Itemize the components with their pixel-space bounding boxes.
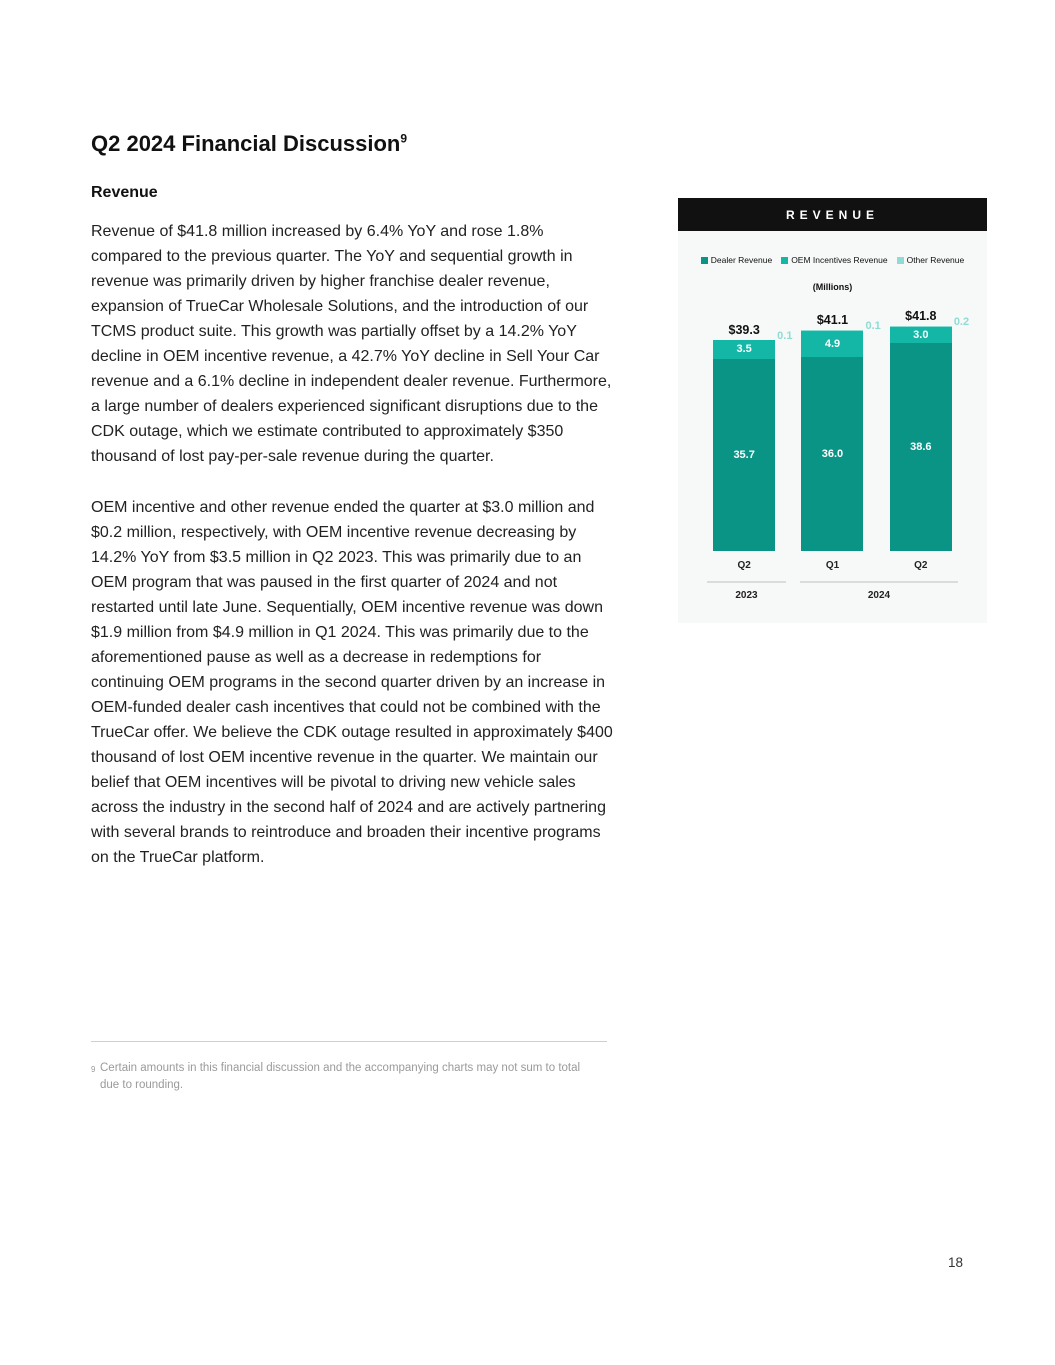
- legend-swatch: [897, 257, 904, 264]
- footnote-marker: 9: [91, 1065, 96, 1074]
- legend-label: Other Revenue: [906, 255, 965, 265]
- bar-total-label: $39.3: [728, 322, 760, 337]
- bar-group-1: [700, 304, 793, 551]
- legend-label: OEM Incentives Revenue: [791, 255, 888, 265]
- year-group-label: 2024: [800, 581, 958, 601]
- footnote: [91, 1060, 600, 1094]
- page-title-text: Q2 2024 Financial Discussion: [91, 131, 401, 156]
- page-title: [91, 131, 615, 157]
- bar-segment-value: 35.7: [733, 448, 755, 461]
- bar-segment-value: 4.9: [824, 338, 841, 350]
- bar-segment-value: 3.5: [736, 343, 752, 356]
- bar-group-3: [877, 304, 970, 551]
- page-number: 18: [948, 1255, 964, 1270]
- bar-segment-value: 36.0: [821, 448, 844, 461]
- bar-segment-value: 38.6: [910, 441, 932, 454]
- bar-segment-dealer-revenue: [890, 343, 952, 551]
- chart-year-groups: [700, 581, 965, 601]
- bar-segment-value: 3.0: [913, 329, 929, 342]
- x-axis-label: Q2: [737, 560, 751, 571]
- chart-title: REVENUE: [678, 198, 987, 231]
- legend-item: [781, 255, 887, 265]
- year-group-label: 2023: [707, 581, 786, 601]
- chart-body: [678, 231, 987, 623]
- chart-x-axis: [700, 560, 965, 571]
- bar-segment-oem-incentives-revenue: [713, 340, 775, 359]
- x-axis-label: Q2: [914, 560, 928, 571]
- title-footnote-marker: 9: [400, 131, 408, 146]
- chart-plot: [700, 304, 970, 551]
- other-revenue-value-label: 0.1: [865, 320, 881, 333]
- body-paragraph-1: Revenue of $41.8 million increased by 6.4% YoY and rose 1.8% compared to the previous quarter. The YoY and sequential growth in revenue was primarily driven by higher franchise dealer revenue, expansion of TrueCar Wholesale Solutions, and the introduction of our TCMS product suite. This growth was partially offset by a 14.2% YoY decline in OEM incentive revenue, a 42.7% YoY decline in Sell Your Car revenue and a 6.1% decline in independent dealer revenue. Furthermore, a large number of dealers experienced significant disruptions due to the CDK outage, which we estimate contributed to approximately $350 thousand of lost pay-per-sale revenue during the quarter.: [91, 223, 612, 465]
- bar-stack: [890, 326, 952, 551]
- legend-item: [701, 255, 772, 265]
- bar-group-2: [788, 304, 881, 551]
- bar-stack: [713, 340, 775, 552]
- other-revenue-value-label: 0.1: [777, 329, 793, 342]
- legend-swatch: [701, 257, 708, 264]
- other-revenue-value-label: 0.2: [953, 316, 970, 328]
- bar-segment-dealer-revenue: [713, 359, 775, 551]
- chart-units-label: (Millions): [812, 282, 853, 292]
- legend-item: [897, 255, 965, 265]
- bar-segment-oem-incentives-revenue: [801, 331, 863, 357]
- x-axis-label: Q1: [825, 560, 840, 571]
- bar-total-label: $41.8: [905, 309, 937, 323]
- bar-stack: [801, 330, 863, 551]
- bar-segment-dealer-revenue: [801, 357, 863, 551]
- text-column: [91, 131, 615, 896]
- chart-legend: [700, 255, 965, 265]
- legend-swatch: [781, 257, 788, 264]
- body-paragraph-2: OEM incentive and other revenue ended the quarter at $3.0 million and $0.2 million, respectively, with OEM incentive revenue decreasing by 14.2% YoY from $3.5 million in Q2 2023. This was primarily due to an OEM program that was paused in the first quarter of 2024 and not restarted until late June. Sequentially, OEM incentive revenue was down $1.9 million from $4.9 million in Q1 2024. This was primarily due to the aforementioned pause as well as a decrease in redemptions for continuing OEM programs in the second quarter driven by an increase in OEM-funded dealer cash incentives that could not be combined with the TrueCar offer. We believe the CDK outage resulted in approximately $400 thousand of lost OEM incentive revenue in the quarter. We maintain our belief that OEM incentives will be pivotal to driving new vehicle sales across the industry in the second half of 2024 and are actively partnering with several brands to reintroduce and broaden their incentive programs on the TrueCar platform.: [91, 499, 613, 866]
- footnote-text: Certain amounts in this financial discussion and the accompanying charts may not sum to total due to rounding.: [100, 1062, 581, 1091]
- bar-segment-oem-incentives-revenue: [890, 327, 952, 343]
- section-heading-revenue: Revenue: [91, 184, 158, 201]
- legend-label: Dealer Revenue: [710, 255, 773, 265]
- bar-total-label: $41.1: [816, 313, 849, 328]
- footnote-block: [91, 1041, 607, 1094]
- revenue-chart-card: [678, 198, 987, 623]
